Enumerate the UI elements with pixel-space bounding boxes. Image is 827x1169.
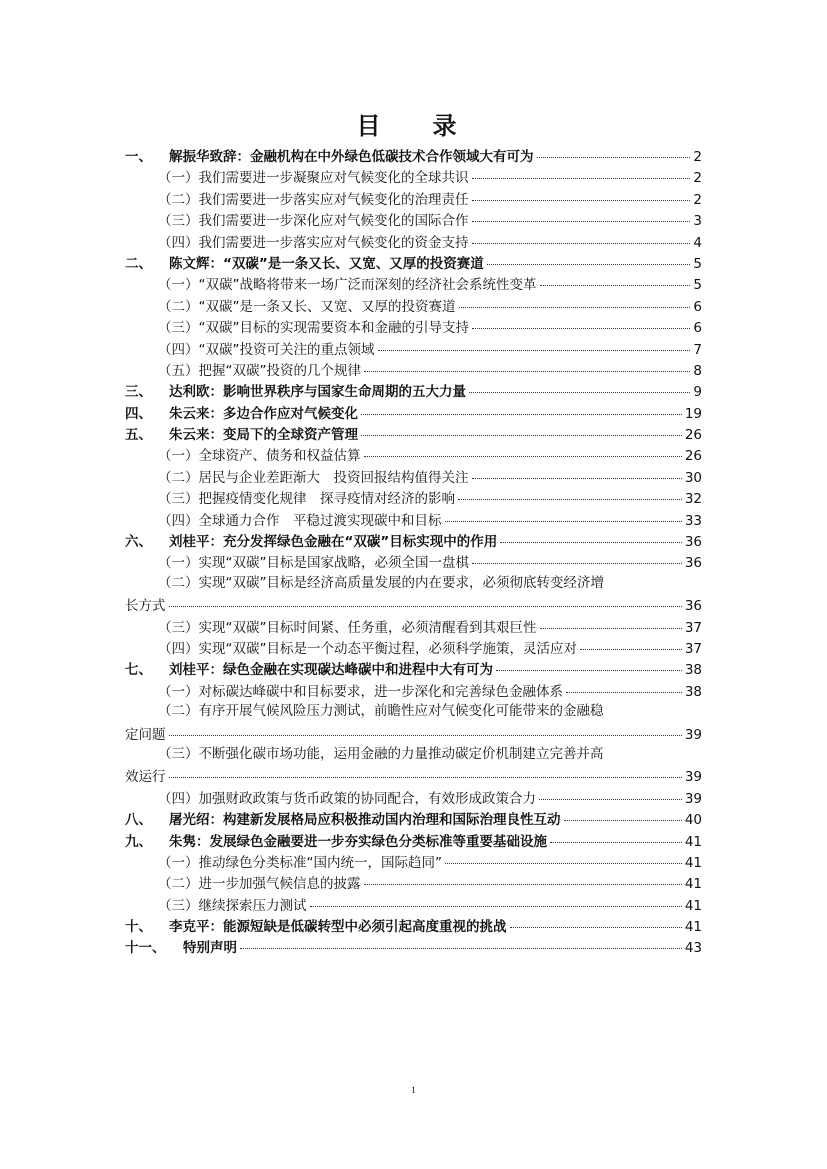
toc-entry-text-continued: 定问题 bbox=[125, 726, 166, 743]
dot-leader bbox=[472, 200, 691, 201]
dot-leader bbox=[361, 414, 682, 415]
dot-leader bbox=[459, 307, 691, 308]
toc-entry-sub[interactable] bbox=[125, 444, 702, 465]
dot-leader bbox=[500, 542, 682, 543]
toc-entry-text: （五）把握“双碳”投资的几个规律 bbox=[158, 362, 361, 379]
toc-chapter-number: 二、 bbox=[125, 255, 152, 272]
toc-entry-sub[interactable] bbox=[125, 466, 702, 487]
toc-page-number: 41 bbox=[684, 897, 702, 914]
dot-leader bbox=[364, 884, 682, 885]
toc-page-number: 37 bbox=[684, 619, 702, 636]
toc-page-number: 41 bbox=[684, 876, 702, 893]
dot-leader bbox=[472, 328, 690, 329]
toc-page-number: 2 bbox=[693, 170, 702, 187]
page-number: 1 bbox=[411, 1085, 416, 1095]
dot-leader bbox=[169, 777, 682, 778]
toc-entry-sub[interactable] bbox=[125, 894, 702, 915]
toc-chapter-number: 三、 bbox=[125, 384, 152, 401]
toc-entry-sub[interactable] bbox=[125, 509, 702, 530]
toc-entry-text: （二）我们需要进一步落实应对气候变化的治理责任 bbox=[158, 191, 469, 208]
toc-page-number: 5 bbox=[693, 255, 702, 272]
toc-entry-text: 解振华致辞：金融机构在中外绿色低碳技术合作领域大有可为 bbox=[169, 149, 534, 165]
toc-page-number: 5 bbox=[693, 277, 702, 294]
toc-entry-chapter[interactable] bbox=[125, 658, 702, 679]
toc-entry-text: （四）全球通力合作 平稳过渡实现碳中和目标 bbox=[158, 512, 442, 529]
toc-page-number: 37 bbox=[684, 640, 702, 657]
toc-entry-text: 刘桂平：充分发挥绿色金融在“双碳”目标实现中的作用 bbox=[169, 534, 498, 551]
toc-entry-sub[interactable] bbox=[125, 295, 702, 316]
table-of-contents bbox=[125, 145, 702, 958]
dot-leader bbox=[566, 692, 682, 693]
toc-page-number: 2 bbox=[693, 149, 702, 165]
dot-leader bbox=[310, 906, 682, 907]
toc-chapter-number: 十一、 bbox=[125, 940, 166, 957]
toc-title: 目 录 bbox=[356, 111, 471, 140]
toc-entry-sub[interactable] bbox=[125, 273, 702, 294]
dot-leader bbox=[361, 435, 682, 436]
dot-leader bbox=[537, 157, 691, 158]
dot-leader bbox=[458, 499, 682, 500]
toc-entry-text: （四）加强财政政策与货币政策的协同配合，有效形成政策合力 bbox=[158, 790, 536, 807]
toc-entry-text: （四）实现“双碳”目标是一个动态平衡过程，必须科学施策，灵活应对 bbox=[158, 640, 577, 657]
toc-entry-text: 朱隽：发展绿色金融要进一步夯实绿色分类标准等重要基础设施 bbox=[169, 833, 547, 850]
toc-entry-sub[interactable] bbox=[125, 316, 702, 337]
toc-page-number: 41 bbox=[684, 919, 702, 936]
dot-leader bbox=[445, 521, 682, 522]
toc-entry-chapter[interactable] bbox=[125, 423, 702, 444]
toc-entry-text: （二）进一步加强气候信息的披露 bbox=[158, 876, 361, 893]
dot-leader bbox=[540, 285, 691, 286]
toc-chapter-number: 六、 bbox=[125, 534, 152, 551]
toc-page-number: 39 bbox=[684, 790, 702, 807]
toc-page-number: 36 bbox=[684, 598, 702, 615]
dot-leader bbox=[472, 221, 691, 222]
toc-entry-text-continued: 长方式 bbox=[125, 598, 166, 615]
toc-entry-text: （三）把握疫情变化规律 探寻疫情对经济的影响 bbox=[158, 491, 455, 508]
toc-entry-text: （三）不断强化碳市场功能，运用金融的力量推动碳定价机制建立完善并高 bbox=[158, 745, 604, 762]
toc-entry-sub[interactable] bbox=[125, 209, 702, 230]
dot-leader bbox=[580, 649, 682, 650]
dot-leader bbox=[364, 456, 682, 457]
toc-page-number: 32 bbox=[684, 491, 702, 508]
dot-leader bbox=[472, 243, 691, 244]
toc-entry-sub[interactable] bbox=[125, 166, 702, 187]
toc-entry-text: （二）居民与企业差距渐大 投资回报结构值得关注 bbox=[158, 469, 469, 486]
toc-chapter-number: 一、 bbox=[125, 149, 152, 165]
toc-chapter-number: 五、 bbox=[125, 427, 152, 444]
toc-entry-chapter[interactable] bbox=[125, 530, 702, 551]
toc-entry-text: （二）有序开展气候风险压力测试，前瞻性应对气候变化可能带来的金融稳 bbox=[158, 703, 604, 720]
toc-entry-chapter[interactable] bbox=[125, 380, 702, 401]
toc-entry-text: （四）我们需要进一步落实应对气候变化的资金支持 bbox=[158, 234, 469, 251]
toc-entry-chapter[interactable] bbox=[125, 915, 702, 936]
toc-page-number: 39 bbox=[684, 769, 702, 786]
toc-entry-sub[interactable] bbox=[125, 573, 702, 616]
dot-leader bbox=[169, 735, 682, 736]
toc-page-number: 43 bbox=[684, 940, 702, 957]
dot-leader bbox=[540, 628, 682, 629]
toc-entry-chapter[interactable] bbox=[125, 936, 702, 957]
dot-leader bbox=[510, 927, 682, 928]
toc-entry-text: （三）我们需要进一步深化应对气候变化的国际合作 bbox=[158, 213, 469, 230]
toc-entry-text: 刘桂平：绿色金融在实现碳达峰碳中和进程中大有可为 bbox=[169, 662, 493, 679]
toc-chapter-number: 八、 bbox=[125, 812, 152, 829]
toc-entry-sub[interactable] bbox=[125, 487, 702, 508]
dot-leader bbox=[564, 820, 682, 821]
toc-entry-text: （一）推动绿色分类标准“国内统一，国际趋同” bbox=[158, 854, 442, 871]
toc-page-number: 38 bbox=[684, 662, 702, 679]
toc-entry-text: （三）“双碳”目标的实现需要资本和金融的引导支持 bbox=[158, 320, 469, 337]
toc-page-number: 36 bbox=[684, 534, 702, 551]
toc-page-number: 36 bbox=[684, 555, 702, 572]
toc-page-number: 6 bbox=[693, 298, 702, 315]
toc-entry-chapter[interactable] bbox=[125, 145, 702, 166]
toc-page-number: 33 bbox=[684, 512, 702, 529]
toc-entry-sub[interactable] bbox=[125, 338, 702, 359]
toc-entry-chapter[interactable] bbox=[125, 808, 702, 829]
dot-leader bbox=[550, 842, 682, 843]
toc-page-number: 9 bbox=[693, 384, 702, 401]
toc-entry-text: （三）继续探索压力测试 bbox=[158, 897, 307, 914]
toc-entry-text: 屠光绍：构建新发展格局应积极推动国内治理和国际治理良性互动 bbox=[169, 812, 561, 829]
toc-entry-sub[interactable] bbox=[125, 872, 702, 893]
toc-page-number: 39 bbox=[684, 726, 702, 743]
toc-entry-text-continued: 效运行 bbox=[125, 769, 166, 786]
toc-page-number: 19 bbox=[684, 405, 702, 422]
toc-page-number: 26 bbox=[684, 448, 702, 465]
toc-entry-text: （一）对标碳达峰碳中和目标要求，进一步深化和完善绿色金融体系 bbox=[158, 683, 563, 700]
toc-page-number: 38 bbox=[684, 683, 702, 700]
dot-leader bbox=[472, 478, 682, 479]
toc-entry-text: 朱云来：变局下的全球资产管理 bbox=[169, 427, 358, 444]
toc-entry-sub[interactable] bbox=[125, 637, 702, 658]
dot-leader bbox=[240, 948, 682, 949]
toc-page-number: 7 bbox=[693, 341, 702, 358]
toc-entry-sub[interactable] bbox=[125, 188, 702, 209]
toc-entry-sub[interactable] bbox=[125, 787, 702, 808]
toc-chapter-number: 九、 bbox=[125, 833, 152, 850]
toc-page-number: 4 bbox=[693, 234, 702, 251]
dot-leader bbox=[539, 799, 682, 800]
toc-entry-sub[interactable] bbox=[125, 701, 702, 744]
toc-entry-text: （一）全球资产、债务和权益估算 bbox=[158, 448, 361, 465]
toc-entry-sub[interactable] bbox=[125, 851, 702, 872]
toc-entry-text: 达利欧：影响世界秩序与国家生命周期的五大力量 bbox=[169, 384, 466, 401]
toc-page-number: 41 bbox=[684, 833, 702, 850]
toc-chapter-number: 十、 bbox=[125, 919, 152, 936]
toc-entry-chapter[interactable] bbox=[125, 830, 702, 851]
toc-entry-text: （一）实现“双碳”目标是国家战略，必须全国一盘棋 bbox=[158, 555, 469, 572]
toc-entry-sub[interactable] bbox=[125, 231, 702, 252]
toc-entry-sub[interactable] bbox=[125, 359, 702, 380]
toc-entry-text: （一）我们需要进一步凝聚应对气候变化的全球共识 bbox=[158, 170, 469, 187]
toc-entry-text: （二）实现“双碳”目标是经济高质量发展的内在要求，必须彻底转变经济增 bbox=[158, 574, 604, 591]
toc-chapter-number: 四、 bbox=[125, 405, 152, 422]
dot-leader bbox=[378, 350, 691, 351]
toc-page-number: 8 bbox=[693, 362, 702, 379]
toc-entry-text: 特别声明 bbox=[183, 940, 237, 957]
dot-leader bbox=[364, 371, 690, 372]
toc-entry-text: 陈文辉：“双碳”是一条又长、又宽、又厚的投资赛道 bbox=[169, 255, 484, 272]
toc-page-number: 2 bbox=[693, 191, 702, 208]
toc-entry-chapter[interactable] bbox=[125, 402, 702, 423]
toc-page-number: 41 bbox=[684, 854, 702, 871]
toc-entry-text: （三）实现“双碳”目标时间紧、任务重，必须清醒看到其艰巨性 bbox=[158, 619, 537, 636]
toc-page-number: 40 bbox=[684, 812, 702, 829]
toc-page-number: 6 bbox=[693, 320, 702, 337]
toc-page-number: 3 bbox=[693, 213, 702, 230]
dot-leader bbox=[169, 606, 682, 607]
toc-entry-text: 李克平：能源短缺是低碳转型中必须引起高度重视的挑战 bbox=[169, 919, 507, 936]
toc-entry-sub[interactable] bbox=[125, 744, 702, 787]
toc-entry-sub[interactable] bbox=[125, 680, 702, 701]
dot-leader bbox=[469, 392, 690, 393]
toc-page-number: 26 bbox=[684, 427, 702, 444]
dot-leader bbox=[445, 863, 682, 864]
dot-leader bbox=[472, 178, 691, 179]
toc-entry-text: （四）“双碳”投资可关注的重点领域 bbox=[158, 341, 375, 358]
toc-entry-chapter[interactable] bbox=[125, 252, 702, 273]
toc-entry-sub[interactable] bbox=[125, 616, 702, 637]
dot-leader bbox=[496, 670, 682, 671]
dot-leader bbox=[472, 563, 682, 564]
toc-entry-text: （二）“双碳”是一条又长、又宽、又厚的投资赛道 bbox=[158, 298, 456, 315]
toc-page-number: 30 bbox=[684, 469, 702, 486]
dot-leader bbox=[487, 264, 691, 265]
toc-entry-sub[interactable] bbox=[125, 551, 702, 572]
toc-entry-text: 朱云来：多边合作应对气候变化 bbox=[169, 405, 358, 422]
toc-chapter-number: 七、 bbox=[125, 662, 152, 679]
toc-entry-text: （一）“双碳”战略将带来一场广泛而深刻的经济社会系统性变革 bbox=[158, 277, 537, 294]
